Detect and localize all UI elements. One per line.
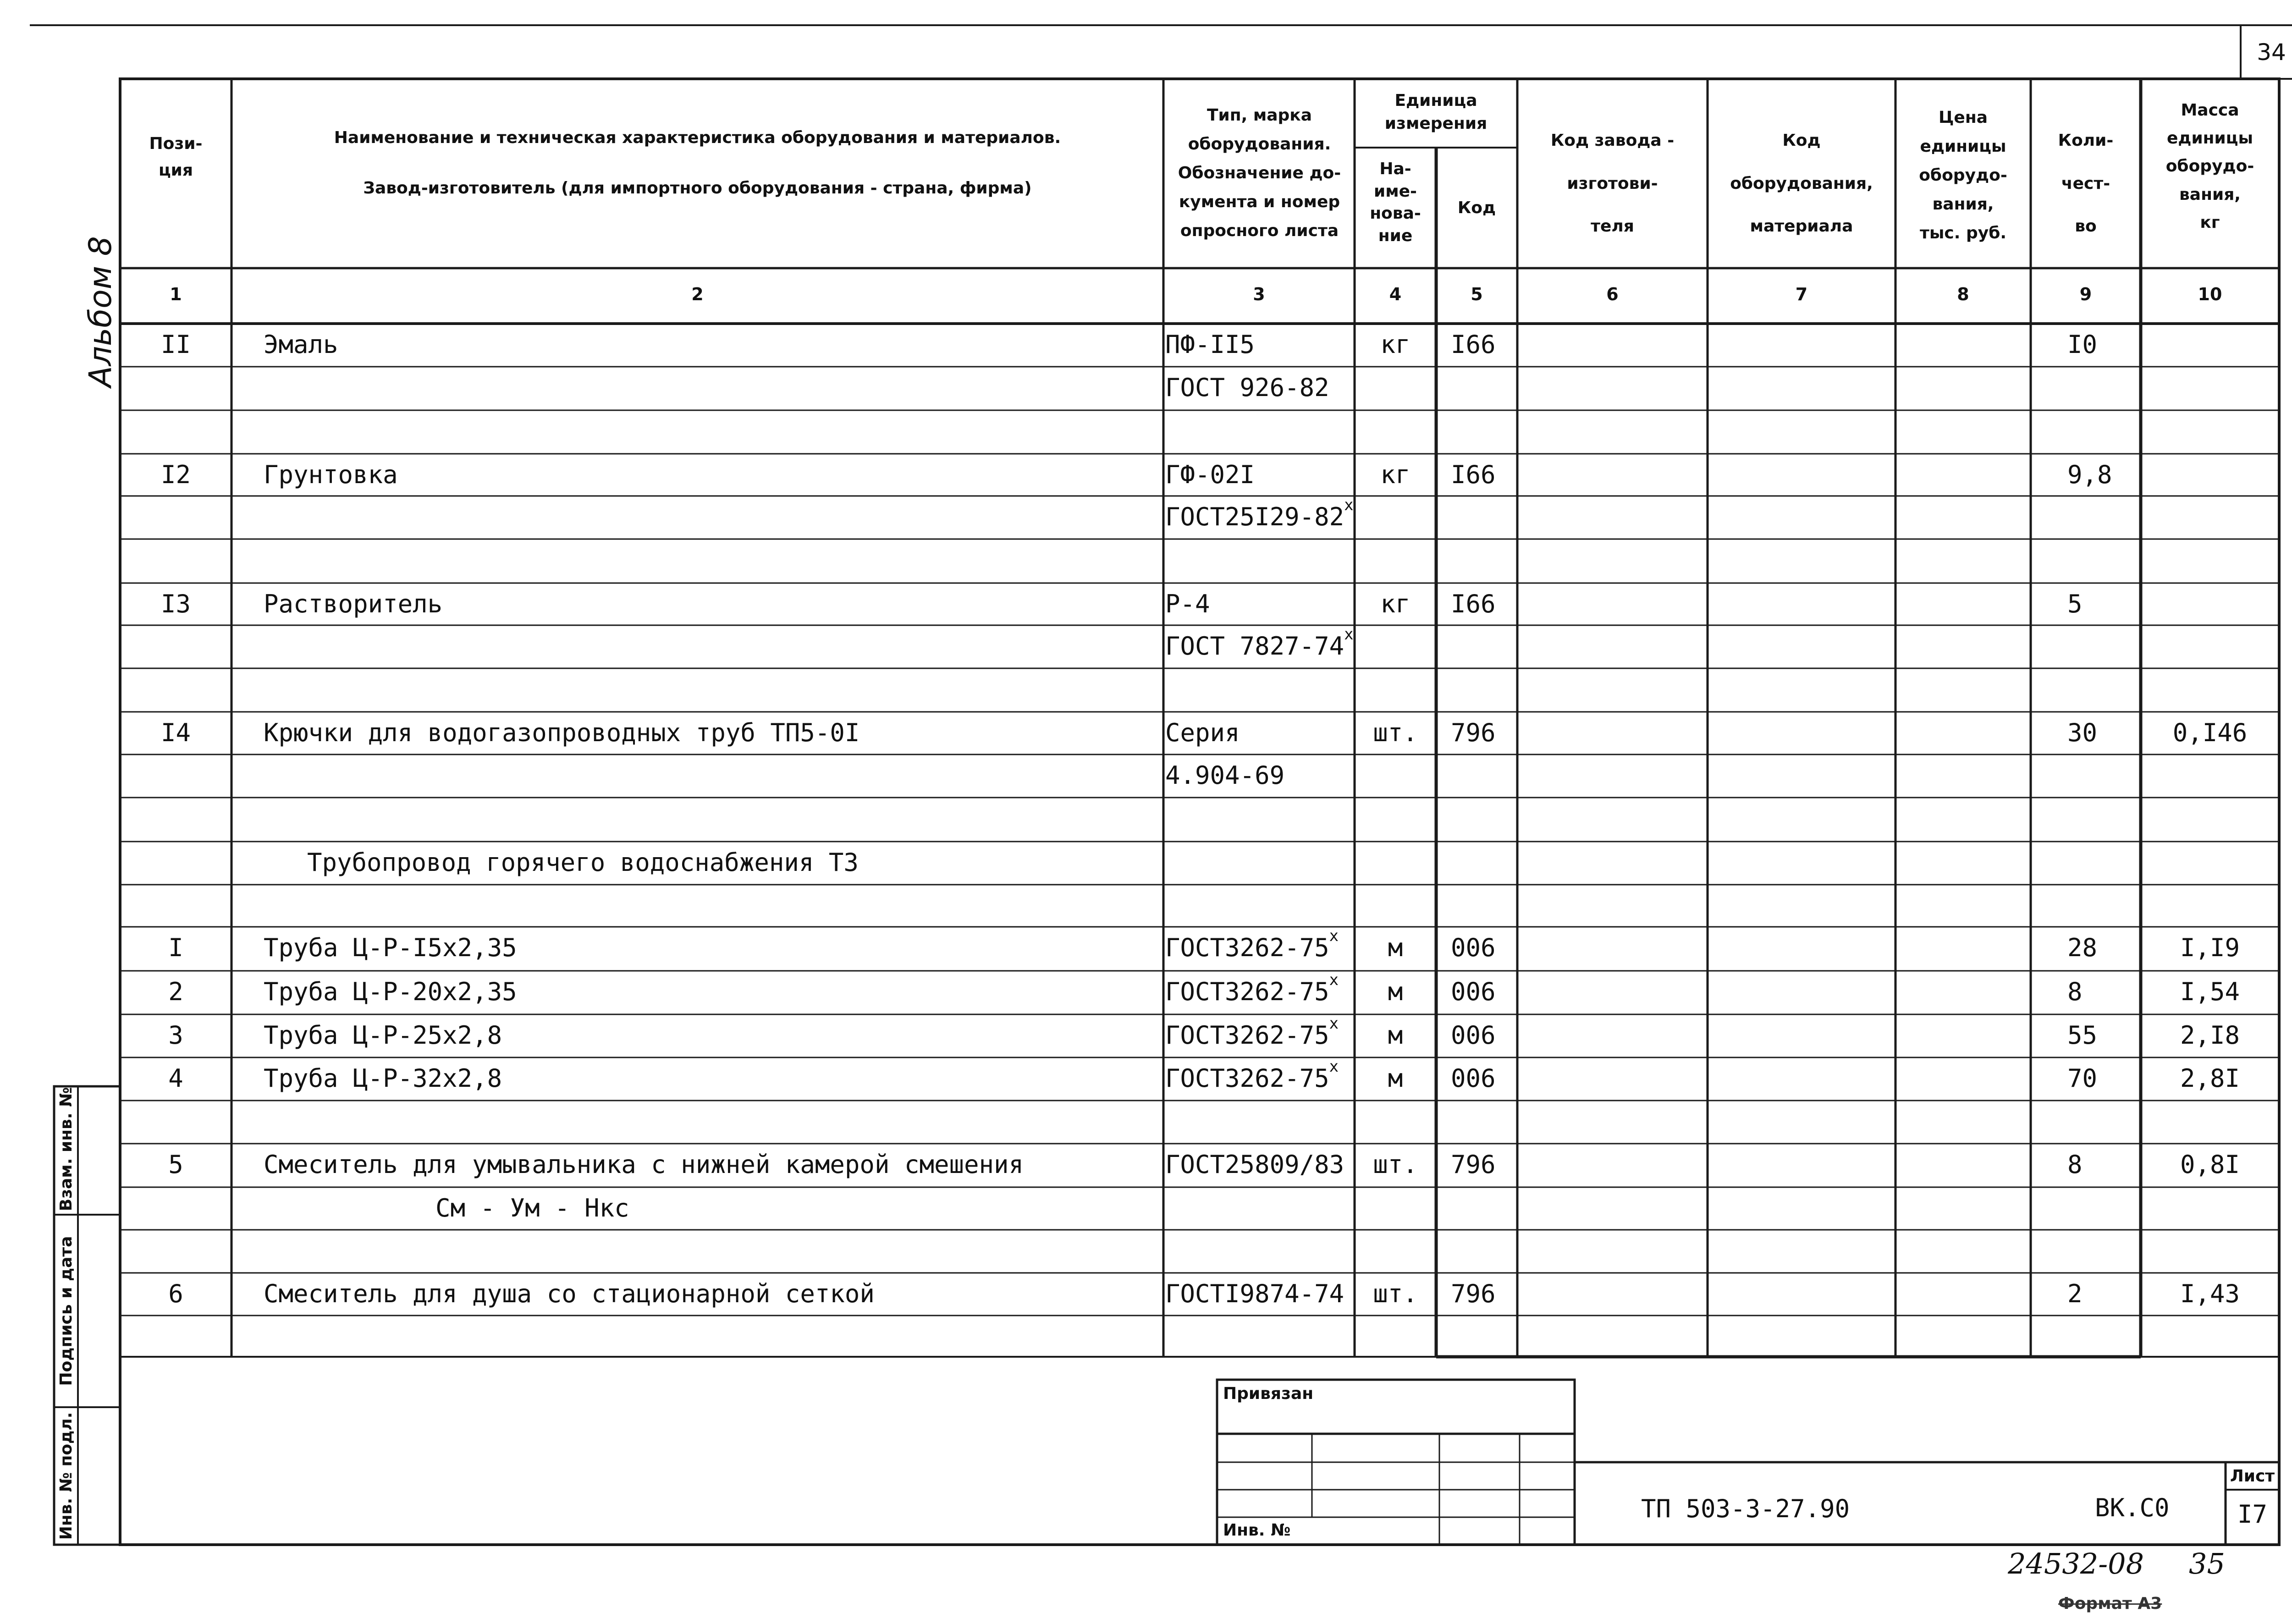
cell-pos (120, 589, 231, 618)
cell-name-text: Крючки для водогазопроводных труб ТП5-0I (264, 718, 860, 747)
cell-name (264, 1279, 1157, 1308)
header-factory-code: Код завода - изготови- теля (1550, 131, 1675, 236)
cell-qty-text: 5 (2067, 589, 2083, 618)
cell-type-text: ГОСТ3262-75 (1165, 933, 1329, 962)
cell-mass-text: 2,8I (2180, 1064, 2240, 1093)
header-quantity: Коли- чест- во (2058, 131, 2114, 236)
col-number: 5 (1471, 284, 1483, 304)
cell-pos (120, 977, 231, 1006)
cell-code-text: I66 (1451, 460, 1496, 489)
cell-code (1451, 1064, 1517, 1093)
cell-unit-text: м (1388, 933, 1403, 962)
cell-qty-text: 9,8 (2067, 460, 2112, 489)
cell-code-text: 006 (1451, 1064, 1496, 1093)
cell-name-text: Смеситель для душа со стационарной сеткой (264, 1279, 875, 1308)
cell-qty-text: 8 (2067, 977, 2083, 1006)
cell-unit (1355, 460, 1436, 489)
cell-name-text: Растворитель (264, 589, 443, 618)
cell-name-text: Труба Ц-Р-25x2,8 (264, 1021, 502, 1050)
cell-code-text: I66 (1451, 330, 1496, 359)
cell-pos (120, 1021, 231, 1050)
cell-type-text: 4.904-69 (1165, 761, 1285, 790)
cell-qty (2067, 1279, 2148, 1308)
cell-type (1165, 1057, 1353, 1093)
cell-qty (2067, 1150, 2148, 1179)
cell-type-text: ПФ-II5 (1165, 330, 1255, 359)
cell-pos (120, 1150, 231, 1179)
cell-mass-text: I,I9 (2180, 933, 2240, 962)
document-code: ТП 503-3-27.90 (1641, 1494, 1850, 1523)
cell-mass (2141, 718, 2279, 747)
header-position: Пози- ция (149, 134, 203, 180)
cell-pos (120, 330, 231, 359)
cell-pos-text: II (160, 330, 191, 359)
cell-type (1165, 460, 1353, 489)
cell-pos (120, 1064, 231, 1093)
cell-code-text: 796 (1451, 718, 1496, 747)
cell-unit (1355, 1279, 1436, 1308)
cell-mass-text: 0,8I (2180, 1150, 2240, 1179)
header-mass: Масса единицы оборудо- вания, кг (2165, 101, 2254, 232)
cell-pos-text: I3 (160, 589, 191, 618)
header-unit: Единица измерения (1384, 91, 1488, 133)
cell-code (1451, 1279, 1517, 1308)
cell-qty-text: I0 (2067, 330, 2098, 359)
cell-unit-text: м (1388, 977, 1403, 1006)
cell-pos (120, 718, 231, 747)
format-label: Формат А3 (2058, 1594, 2162, 1613)
header-equipment-code: Код оборудования, материала (1730, 131, 1873, 236)
cell-unit (1355, 1150, 1436, 1179)
cell-type-text: ГОСТ25809/83 (1165, 1150, 1344, 1179)
cell-unit-text: м (1388, 1021, 1403, 1050)
cell-pos-text: 2 (168, 977, 183, 1006)
cell-code (1451, 460, 1517, 489)
cell-type-text: ГОСТI9874-74 (1165, 1279, 1344, 1308)
cell-qty (2067, 589, 2148, 618)
col-number: 7 (1795, 284, 1808, 304)
cell-name-text: Смеситель для умывальника с нижней камерой смешения (264, 1150, 1024, 1179)
header-type: Тип, марка оборудования. Обозначение до- кумента и номер опросного листа (1178, 106, 1341, 240)
cell-code-text: I66 (1451, 589, 1496, 618)
cell-unit-text: м (1388, 1064, 1403, 1093)
cell-qty-text: 28 (2067, 933, 2098, 962)
cell-name (264, 718, 1157, 747)
col-number: 10 (2198, 284, 2222, 304)
cell-type-text: ГОСТ3262-75 (1165, 1064, 1329, 1093)
cell-qty-text: 55 (2067, 1021, 2098, 1050)
cell-qty (2067, 460, 2148, 489)
col-number: 1 (170, 284, 182, 304)
cell-type-text: Р-4 (1165, 589, 1210, 618)
header-name-line2: Завод-изготовитель (для импортного оборудования - страна, фирма) (363, 179, 1032, 198)
cell-mass-text: 2,I8 (2180, 1021, 2240, 1050)
cell-type (1165, 761, 1353, 790)
cell-mass (2141, 1064, 2279, 1093)
col-number: 2 (691, 284, 704, 304)
cell-qty (2067, 977, 2148, 1006)
cell-qty-text: 2 (2067, 1279, 2083, 1308)
cell-code-text: 006 (1451, 1021, 1496, 1050)
cell-type-text: ГОСТ 926-82 (1165, 373, 1329, 402)
cell-mass (2141, 1021, 2279, 1050)
superscript-mark: x (1329, 971, 1339, 989)
document-mark: ВК.С0 (2095, 1493, 2170, 1522)
cell-type-text: ГФ-02I (1165, 460, 1255, 489)
col-number: 9 (2079, 284, 2092, 304)
header-name-line1: Наименование и техническая характеристика оборудования и материалов. (334, 128, 1061, 147)
inventory-number-label: Инв. № (1223, 1521, 1291, 1540)
cell-unit-text: шт. (1373, 1279, 1418, 1308)
cell-pos-text: I4 (160, 718, 191, 747)
cell-pos-text: 3 (168, 1021, 183, 1050)
cell-type-text: ГОСТ3262-75 (1165, 1021, 1329, 1050)
cell-type (1165, 373, 1353, 402)
cell-type (1165, 927, 1353, 962)
cell-qty (2067, 1064, 2148, 1093)
cell-unit (1355, 589, 1436, 618)
cell-name-text: Труба Ц-Р-32x2,8 (264, 1064, 502, 1093)
cell-unit (1355, 330, 1436, 359)
cell-name-text: Грунтовка (264, 460, 398, 489)
cell-name (264, 977, 1157, 1006)
list-label: Лист (2230, 1467, 2275, 1486)
cell-code (1451, 718, 1517, 747)
cell-code-text: 006 (1451, 933, 1496, 962)
cell-subheading: Трубопровод горячего водоснабжения Т3 (307, 848, 859, 877)
cell-type-text: Серия (1165, 718, 1240, 747)
cell-qty (2067, 718, 2148, 747)
cell-unit (1355, 1021, 1436, 1050)
cell-code-text: 796 (1451, 1150, 1496, 1179)
cell-pos (120, 933, 231, 962)
superscript-mark: x (1344, 496, 1354, 514)
cell-unit (1355, 977, 1436, 1006)
cell-name (264, 330, 1157, 359)
archive-page: 35 (2189, 1547, 2225, 1580)
cell-code (1451, 1021, 1517, 1050)
cell-name (264, 933, 1157, 962)
cell-type-text: ГОСТ 7827-74 (1165, 632, 1344, 661)
superscript-mark: x (1329, 1057, 1339, 1076)
cell-type (1165, 589, 1353, 618)
cell-qty-text: 70 (2067, 1064, 2098, 1093)
cell-qty (2067, 330, 2148, 359)
cell-type (1165, 496, 1354, 531)
cell-code (1451, 330, 1517, 359)
tied-to-label: Привязан (1223, 1384, 1314, 1403)
cell-type (1165, 330, 1353, 359)
cell-subheading: См - Ум - Нкс (435, 1194, 629, 1222)
cell-mass (2141, 977, 2279, 1006)
cell-name (264, 460, 1157, 489)
superscript-mark: x (1344, 625, 1354, 644)
cell-name-text: Труба Ц-Р-20x2,35 (264, 977, 517, 1006)
sheet-number: 34 (2257, 39, 2286, 66)
cell-qty (2067, 933, 2148, 962)
cell-name-text: Эмаль (264, 330, 338, 359)
cell-type (1165, 1150, 1353, 1179)
cell-name (264, 589, 1157, 618)
cell-pos-text: 4 (168, 1064, 183, 1093)
col-number: 8 (1957, 284, 1969, 304)
stamp-original-inv: Инв. № подл. (57, 1412, 76, 1540)
stamp-replaced-inv: Взам. инв. № (57, 1087, 76, 1211)
cell-mass (2141, 1150, 2279, 1179)
cell-code (1451, 933, 1517, 962)
header-unit-code: Код (1457, 198, 1496, 217)
cell-unit-text: кг (1380, 589, 1410, 618)
col-number: 6 (1606, 284, 1619, 304)
cell-code (1451, 1150, 1517, 1179)
header-price: Цена единицы оборудо- вания, тыс. руб. (1919, 108, 2007, 242)
cell-pos-text: I (168, 933, 183, 962)
cell-code-text: 796 (1451, 1279, 1496, 1308)
cell-unit-text: шт. (1373, 718, 1418, 747)
cell-unit (1355, 718, 1436, 747)
cell-unit-text: кг (1380, 330, 1410, 359)
cell-qty-text: 8 (2067, 1150, 2083, 1179)
archive-number: 24532-08 (2008, 1547, 2144, 1580)
cell-unit (1355, 933, 1436, 962)
cell-unit-text: шт. (1373, 1150, 1418, 1179)
col-number: 3 (1253, 284, 1265, 304)
cell-code (1451, 977, 1517, 1006)
cell-type (1165, 1014, 1353, 1050)
cell-type (1165, 625, 1354, 661)
cell-name (264, 1064, 1157, 1093)
cell-mass-text: I,54 (2180, 977, 2240, 1006)
album-label: Альбом 8 (83, 236, 119, 387)
superscript-mark: x (1329, 927, 1339, 945)
cell-name (264, 1150, 1157, 1179)
cell-mass (2141, 1279, 2279, 1308)
cell-unit-text: кг (1380, 460, 1410, 489)
cell-mass-text: I,43 (2180, 1279, 2240, 1308)
cell-mass (2141, 933, 2279, 962)
cell-mass-text: 0,I46 (2172, 718, 2248, 747)
cell-name (264, 1021, 1157, 1050)
cell-pos-text: 5 (168, 1150, 183, 1179)
cell-type (1165, 1279, 1353, 1308)
superscript-mark: x (1329, 1014, 1339, 1033)
stamp-signature-date: Подпись и дата (57, 1236, 76, 1386)
cell-name-text: Труба Ц-Р-I5x2,35 (264, 933, 517, 962)
cell-qty (2067, 1021, 2148, 1050)
cell-pos (120, 1279, 231, 1308)
cell-type (1165, 971, 1353, 1006)
cell-code-text: 006 (1451, 977, 1496, 1006)
cell-qty-text: 30 (2067, 718, 2098, 747)
cell-pos-text: I2 (160, 460, 191, 489)
cell-pos (120, 460, 231, 489)
cell-code (1451, 589, 1517, 618)
cell-type-text: ГОСТ3262-75 (1165, 977, 1329, 1006)
cell-unit (1355, 1064, 1436, 1093)
cell-pos-text: 6 (168, 1279, 183, 1308)
col-number: 4 (1389, 284, 1402, 304)
list-number: I7 (2237, 1500, 2268, 1529)
cell-type (1165, 718, 1353, 747)
header-unit-name: На- име- нова- ние (1370, 160, 1421, 245)
cell-type-text: ГОСТ25I29-82 (1165, 502, 1344, 531)
